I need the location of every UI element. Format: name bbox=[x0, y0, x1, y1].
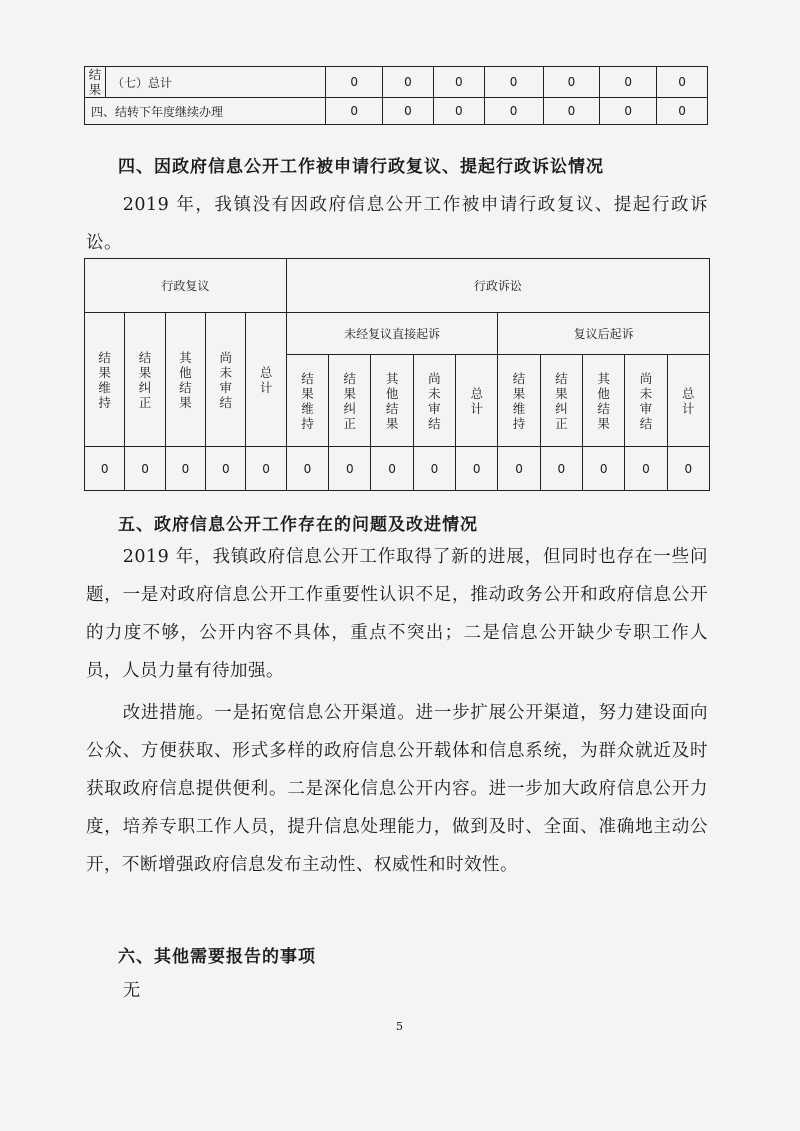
column-header: 其他结果 bbox=[371, 355, 413, 447]
table-cell: 0 bbox=[582, 447, 624, 491]
column-header: 尚未审结 bbox=[413, 355, 455, 447]
table-cell: 0 bbox=[498, 447, 540, 491]
review-litigation-table bbox=[84, 258, 710, 491]
column-header: 总计 bbox=[667, 355, 709, 447]
section-heading: 六、其他需要报告的事项 bbox=[118, 947, 316, 967]
table-cell: 0 bbox=[246, 447, 286, 491]
section-heading: 五、政府信息公开工作存在的问题及改进情况 bbox=[118, 515, 478, 535]
table-cell: 0 bbox=[433, 98, 484, 125]
column-header: 结果纠正 bbox=[329, 355, 371, 447]
direct-suit-header: 未经复议直接起诉 bbox=[286, 313, 498, 355]
table-cell: 0 bbox=[206, 447, 246, 491]
table-cell: 0 bbox=[326, 67, 383, 98]
table-cell: 0 bbox=[125, 447, 165, 491]
paragraph: 2019 年，我镇没有因政府信息公开工作被申请行政复议、提起行政诉讼。 bbox=[86, 195, 708, 253]
table-cell: 0 bbox=[667, 447, 709, 491]
column-header: 结果纠正 bbox=[125, 313, 165, 447]
column-header: 结果维持 bbox=[85, 313, 125, 447]
row-label: （七）总计 bbox=[105, 67, 325, 98]
column-header: 总计 bbox=[246, 313, 286, 447]
table-cell: 0 bbox=[540, 447, 582, 491]
table-cell: 0 bbox=[165, 447, 205, 491]
column-header: 其他结果 bbox=[165, 313, 205, 447]
paragraph: 无 bbox=[122, 981, 141, 1001]
table-cell: 0 bbox=[85, 447, 125, 491]
results-table bbox=[84, 66, 708, 125]
table-cell: 0 bbox=[383, 98, 434, 125]
table-cell: 0 bbox=[600, 67, 657, 98]
table-cell: 0 bbox=[371, 447, 413, 491]
after-review-header: 复议后起诉 bbox=[498, 313, 710, 355]
section-heading: 四、因政府信息公开工作被申请行政复议、提起行政诉讼情况 bbox=[118, 157, 604, 177]
table-row bbox=[85, 98, 708, 125]
table-cell: 0 bbox=[484, 67, 543, 98]
table-cell: 0 bbox=[543, 98, 600, 125]
paragraph: 改进措施。一是拓宽信息公开渠道。进一步扩展公开渠道，努力建设面向公众、方便获取、形式多样的政府信息公开载体和信息系统，为群众就近及时获取政府信息提供便利。二是深化信息公开内容。进一步加大政府信息公开力度，培养专职工作人员，提升信息处理能力，做到及时、全面、准确地主动公开，不断增强政府信息发布主动性、权威性和时效性。 bbox=[86, 703, 708, 875]
table-cell: 0 bbox=[326, 98, 383, 125]
table-cell: 0 bbox=[543, 67, 600, 98]
column-header: 总计 bbox=[456, 355, 498, 447]
table-cell: 0 bbox=[456, 447, 498, 491]
litigation-header: 行政诉讼 bbox=[286, 259, 709, 313]
table-cell: 0 bbox=[625, 447, 667, 491]
column-header: 结果维持 bbox=[286, 355, 328, 447]
column-header: 其他结果 bbox=[582, 355, 624, 447]
table-cell: 0 bbox=[329, 447, 371, 491]
table-cell: 0 bbox=[657, 67, 708, 98]
row-label: 四、结转下年度继续办理 bbox=[85, 98, 326, 125]
table-cell: 0 bbox=[433, 67, 484, 98]
column-header: 结果维持 bbox=[498, 355, 540, 447]
table-cell: 0 bbox=[657, 98, 708, 125]
paragraph: 2019 年，我镇政府信息公开工作取得了新的进展，但同时也存在一些问题，一是对政府信息公开工作重要性认识不足，推动政务公开和政府信息公开的力度不够，公开内容不具体，重点不突出；二是信息公开缺少专职工作人员，人员力量有待加强。 bbox=[86, 547, 708, 681]
table-cell: 0 bbox=[413, 447, 455, 491]
table-cell: 0 bbox=[286, 447, 328, 491]
page-number: 5 bbox=[396, 1020, 403, 1033]
table-cell: 0 bbox=[383, 67, 434, 98]
column-header: 结果纠正 bbox=[540, 355, 582, 447]
column-header: 尚未审结 bbox=[625, 355, 667, 447]
results-group-cell: 结果 bbox=[85, 67, 106, 98]
table-cell: 0 bbox=[600, 98, 657, 125]
table-cell: 0 bbox=[484, 98, 543, 125]
admin-review-header: 行政复议 bbox=[85, 259, 287, 313]
column-header: 尚未审结 bbox=[206, 313, 246, 447]
table-row bbox=[85, 67, 708, 98]
